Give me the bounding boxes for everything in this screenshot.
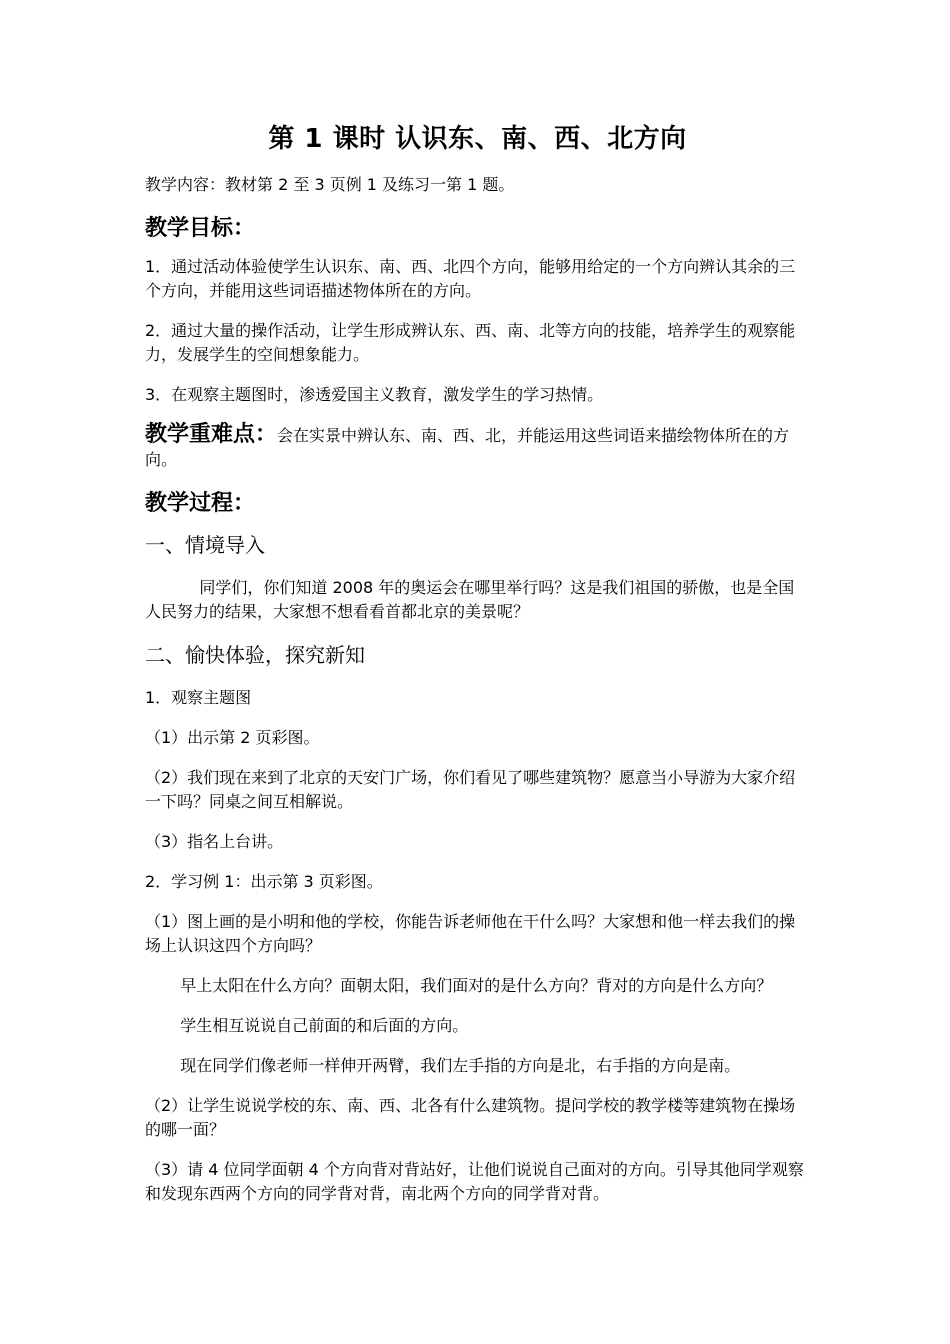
objective-item-1: 1．通过活动体验使学生认识东、南、西、北四个方向，能够用给定的一个方向辨认其余的三个方向，并能用这些词语描述物体所在的方向。 (145, 257, 796, 300)
step-line: （2）让学生说说学校的东、南、西、北各有什么建筑物。提问学校的教学楼等建筑物在操场的哪一面？ (145, 1096, 796, 1139)
document-content (145, 118, 810, 1222)
key-points-text: 会在实景中辨认东、南、西、北，并能运用这些词语来描绘物体所在的方向。 (145, 426, 790, 469)
step-line: （3）指名上台讲。 (145, 832, 284, 851)
step-line: 1．观察主题图 (145, 688, 252, 707)
content-line: 教学内容：教材第 2 至 3 页例 1 及练习一第 1 题。 (145, 175, 515, 194)
step-line: 现在同学们像老师一样伸开两臂，我们左手指的方向是北，右手指的方向是南。 (180, 1056, 741, 1075)
step-line: 学生相互说说自己前面的和后面的方向。 (180, 1016, 469, 1035)
step-line: （1）出示第 2 页彩图。 (145, 728, 320, 747)
lesson-title: 第 1 课时 认识东、南、西、北方向 (268, 124, 687, 154)
objective-item-3: 3．在观察主题图时，渗透爱国主义教育，激发学生的学习热情。 (145, 385, 604, 404)
process-heading: 教学过程： (145, 491, 256, 516)
section-1-paragraph: 同学们，你们知道 2008 年的奥运会在哪里举行吗？这是我们祖国的骄傲，也是全国人民努力的结果，大家想不想看看首都北京的美景呢？ (145, 578, 795, 621)
step-line: 早上太阳在什么方向？面朝太阳，我们面对的是什么方向？背对的方向是什么方向？ (180, 976, 773, 995)
key-points-paragraph (145, 423, 810, 472)
step-line: 2．学习例 1：出示第 3 页彩图。 (145, 872, 383, 891)
step-line: （3）请 4 位同学面朝 4 个方向背对背站好，让他们说说自己面对的方向。引导其他同学观察和发现东西两个方向的同学背对背，南北两个方向的同学背对背。 (145, 1160, 804, 1203)
objective-item-2: 2．通过大量的操作活动，让学生形成辨认东、西、南、北等方向的技能，培养学生的观察能力，发展学生的空间想象能力。 (145, 321, 796, 364)
objectives-heading: 教学目标： (145, 216, 256, 241)
section-1-title: 一、情境导入 (145, 533, 265, 557)
step-line: （1）图上画的是小明和他的学校，你能告诉老师他在干什么吗？大家想和他一样去我们的操场上认识这四个方向吗？ (145, 912, 796, 955)
key-points-heading: 教学重难点： (145, 422, 278, 447)
section-2-title: 二、愉快体验，探究新知 (145, 643, 365, 667)
step-line: （2）我们现在来到了北京的天安门广场，你们看见了哪些建筑物？愿意当小导游为大家介绍一下吗？同桌之间互相解说。 (145, 768, 796, 811)
